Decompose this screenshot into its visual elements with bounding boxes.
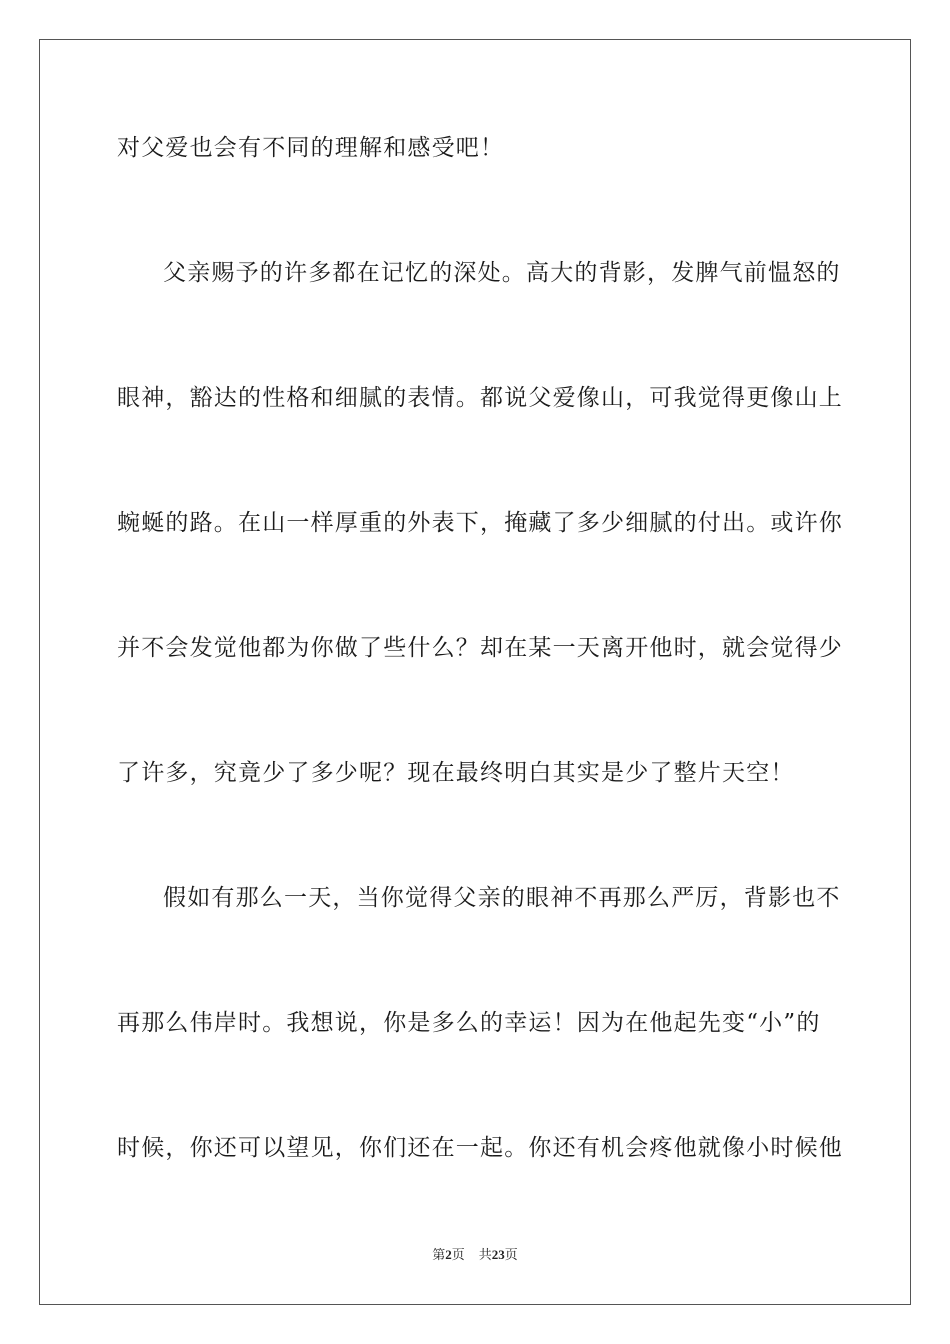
body-line-8: 再那么伟岸时。我想说，你是多么的幸运！因为在他起先变“小”的 — [117, 1010, 821, 1036]
body-line-3: 眼神，豁达的性格和细腻的表情。都说父爱像山，可我觉得更像山上 — [117, 385, 843, 411]
page-suffix: 页 — [451, 1248, 465, 1263]
body-line-2: 父亲赐予的许多都在记忆的深处。高大的背影，发脾气前愠怒的 — [163, 260, 841, 286]
body-line-9: 时候，你还可以望见，你们还在一起。你还有机会疼他就像小时候他 — [117, 1135, 843, 1161]
body-line-4: 蜿蜒的路。在山一样厚重的外表下，掩藏了多少细腻的付出。或许你 — [117, 510, 843, 536]
page-number: 2 — [445, 1247, 452, 1262]
total-prefix: 共 — [478, 1248, 492, 1263]
body-line-1: 对父爱也会有不同的理解和感受吧！ — [117, 135, 505, 161]
total-suffix: 页 — [504, 1248, 518, 1263]
page-border — [39, 39, 911, 1305]
body-line-6: 了许多，究竟少了多少呢？现在最终明白其实是少了整片天空！ — [117, 760, 795, 786]
body-line-7: 假如有那么一天，当你觉得父亲的眼神不再那么严厉，背影也不 — [163, 885, 841, 911]
body-line-5: 并不会发觉他都为你做了些什么？却在某一天离开他时，就会觉得少 — [117, 635, 843, 661]
page-prefix: 第 — [432, 1248, 446, 1263]
total-pages: 23 — [491, 1247, 505, 1262]
page-footer — [0, 1246, 950, 1265]
